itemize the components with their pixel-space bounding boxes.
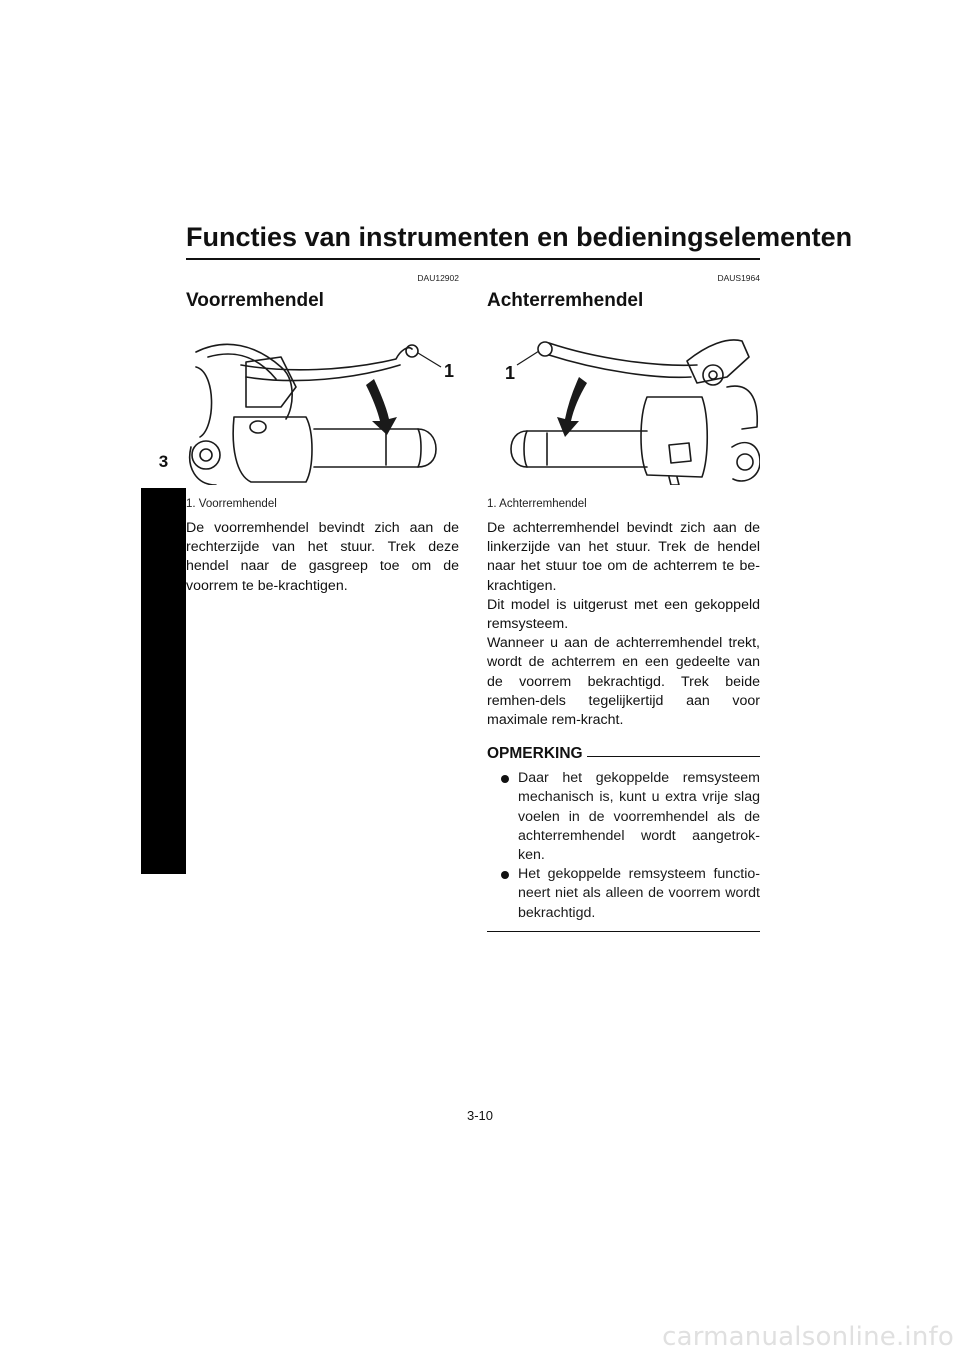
page-number: 3-10: [466, 1108, 494, 1123]
page-title: Functies van instrumenten en bedieningselementen: [186, 222, 853, 252]
paragraph: Wanneer u aan de achterremhendel trekt, wordt de achterrem en een gedeelte van de voorrem bekrachtigd. Trek beide remhen-dels tegelijkertijd aan voor maximale rem-kracht.: [487, 635, 760, 729]
note-end-rule: [487, 931, 760, 932]
chapter-tab: 3: [141, 436, 186, 488]
front-brake-lever-illustration: [186, 327, 459, 485]
figure-callout: 1: [505, 363, 516, 383]
note-label: OPMERKING: [487, 745, 583, 763]
body-text: [186, 519, 459, 596]
note-rule: [587, 756, 760, 757]
bullet-icon: [501, 871, 509, 879]
figure-caption: 1. Achterremhendel: [487, 498, 587, 510]
note-item-text: Het gekoppelde remsysteem functio-neert niet als alleen de voorrem wordt bekrachtigd.: [518, 866, 760, 921]
section-heading: Achterremhendel: [487, 290, 644, 311]
figure-callout: 1: [444, 361, 455, 381]
note-item-text: Daar het gekoppelde remsysteem mechanisch is, kunt u extra vrije slag voelen in de voorremhendel als de achterremhendel wordt aangetrok-ken.: [518, 770, 760, 864]
body-text: [487, 519, 760, 730]
note-item: [487, 769, 760, 865]
chapter-bar: [141, 488, 186, 874]
title-rule: [186, 258, 760, 260]
watermark: carmanualsonline.info: [662, 1322, 954, 1352]
paragraph: De achterremhendel bevindt zich aan de linkerzijde van het stuur. Trek de hendel naar het stuur toe om de achterrem te be-krachtigen.: [487, 520, 760, 594]
paragraph: Dit model is uitgerust met een gekoppeld remsysteem.: [487, 596, 760, 633]
section-rear-brake-lever: [487, 270, 760, 932]
figure-caption: 1. Voorremhendel: [186, 498, 277, 510]
rear-brake-lever-illustration: [487, 327, 760, 485]
front-brake-lever-drawing: [186, 327, 459, 485]
rear-brake-lever-drawing: [487, 327, 760, 485]
section-code: DAU12902: [417, 273, 459, 283]
section-code: DAUS1964: [717, 273, 760, 283]
note-header: [487, 744, 760, 764]
section-front-brake-lever: [186, 270, 459, 596]
paragraph: De voorremhendel bevindt zich aan de rechterzijde van het stuur. Trek deze hendel naar de gasgreep toe om de voorrem te be-krachtigen.: [186, 520, 459, 594]
note-item: [487, 865, 760, 923]
section-heading: Voorremhendel: [186, 290, 324, 311]
note-list: [487, 769, 760, 923]
bullet-icon: [501, 775, 509, 783]
